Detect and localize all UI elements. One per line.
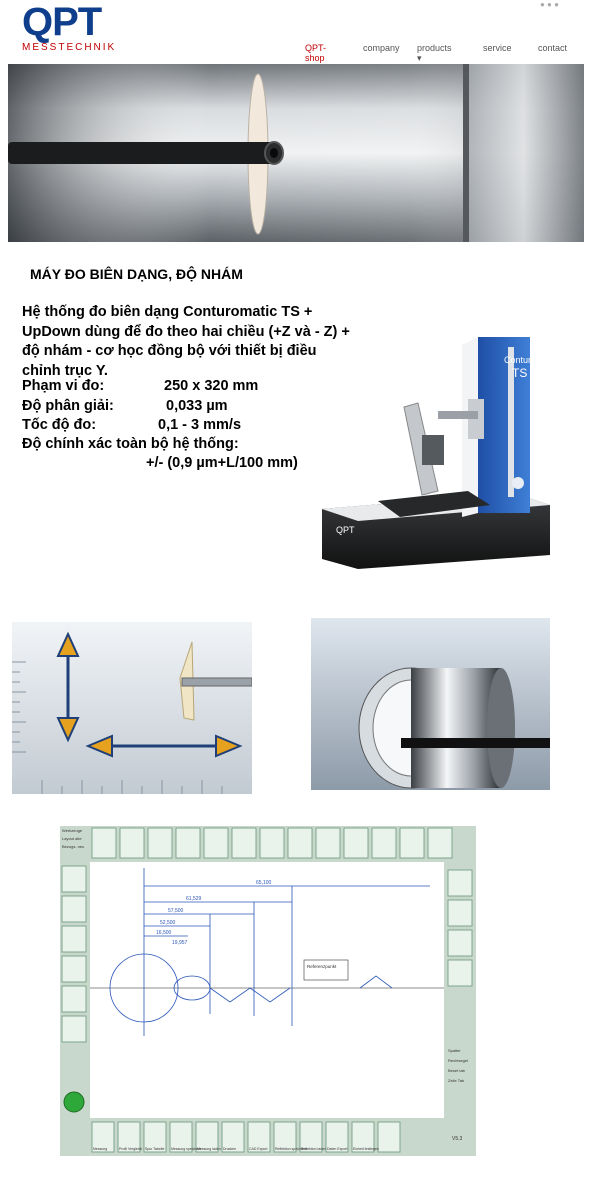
brand-logo[interactable] [22, 2, 116, 53]
reference-note: Referenzpunkt [307, 964, 337, 969]
bottom-button-label: Messung speichern [171, 1147, 202, 1151]
left-button-label: Bezugs. neu [62, 844, 85, 849]
bottom-button-label: Daten Export [327, 1147, 348, 1151]
left-button-label: Werkzeuge [62, 828, 83, 833]
bottom-button-label: Spur Tabelle [145, 1147, 165, 1151]
nav-item-products-label: products [417, 43, 452, 53]
dimension-label: 52,500 [160, 920, 176, 926]
spec-value: 250 x 320 mm [164, 378, 259, 394]
bottom-button-label: Profil Vergleich [119, 1147, 143, 1151]
hero-banner [8, 64, 584, 242]
ring-measurement-image [311, 618, 550, 790]
page-title: MÁY ĐO BIÊN DẠNG, ĐỘ NHÁM [30, 266, 243, 282]
bottom-button-label: Reflektion laden [301, 1147, 327, 1151]
bottom-button-label: Messung laden [197, 1147, 221, 1151]
bottom-button-label: Reflektion speichern [275, 1147, 307, 1151]
dimension-label: 61,529 [186, 896, 202, 902]
logo-main-text: QPT [22, 0, 102, 44]
social-icons[interactable] [540, 0, 559, 9]
bottom-button-label: CAD Export [249, 1147, 268, 1151]
nav-item-products[interactable] [417, 43, 452, 64]
dimension-label: 19,957 [172, 940, 188, 946]
product-description: Hệ thống đo biên dạng Conturomatic TS + UpDown dùng để đo theo hai chiều (+Z và - Z) + độ nhám - cơ học đồng bộ với thiết bị điều chỉnh trục Y. [22, 304, 350, 379]
spec-speed [22, 417, 242, 433]
spec-label: Độ phân giải: [22, 398, 114, 414]
dimension-label: 16,500 [156, 930, 172, 936]
machine-photo [318, 333, 554, 571]
left-button-label: Layout alte [62, 836, 82, 841]
chevron-down-icon: ▾ [417, 53, 422, 63]
software-screenshot [60, 826, 476, 1156]
spec-value: 0,033 µm [166, 398, 228, 414]
spec-accuracy-value: +/- (0,9 µm+L/100 mm) [146, 455, 298, 471]
logo-sub-text: MESSTECHNIK [22, 42, 117, 53]
spec-range [22, 378, 259, 394]
right-button-label: Beset tab [448, 1068, 465, 1073]
bottom-button-label: Drucken [223, 1147, 237, 1151]
spec-value: 0,1 - 3 mm/s [158, 417, 242, 433]
dimension-label: 57,500 [168, 908, 184, 914]
version-label: V5.3 [452, 1136, 463, 1142]
machine-model-label: TS [512, 366, 528, 380]
nav-item-company[interactable]: company [363, 43, 400, 53]
spec-label: Phạm vi đo: [22, 378, 105, 394]
machine-brand-label: ConturoMatic [504, 355, 554, 365]
axis-diagram-image [12, 622, 252, 794]
machine-base-logo: QPT [336, 525, 355, 535]
right-button-label: Rechtsegel [448, 1058, 469, 1063]
spec-resolution [22, 398, 228, 414]
social-icon[interactable]: ● ● ● [540, 0, 559, 9]
right-button-label: Zeile Tab [448, 1078, 465, 1083]
bottom-button-label: Einheit festlegen [353, 1147, 379, 1151]
bottom-button-label: Messung [93, 1147, 108, 1151]
spec-label: Tốc độ đo: [22, 417, 97, 433]
spec-accuracy-label: Độ chính xác toàn bộ hệ thống: [22, 436, 239, 452]
dimension-label: 65,100 [256, 880, 272, 886]
nav-item-service[interactable]: service [483, 43, 512, 53]
right-button-label: Spalter [448, 1048, 461, 1053]
nav-item-contact[interactable]: contact [538, 43, 568, 53]
nav-item-shop[interactable]: QPT-shop [305, 43, 327, 63]
